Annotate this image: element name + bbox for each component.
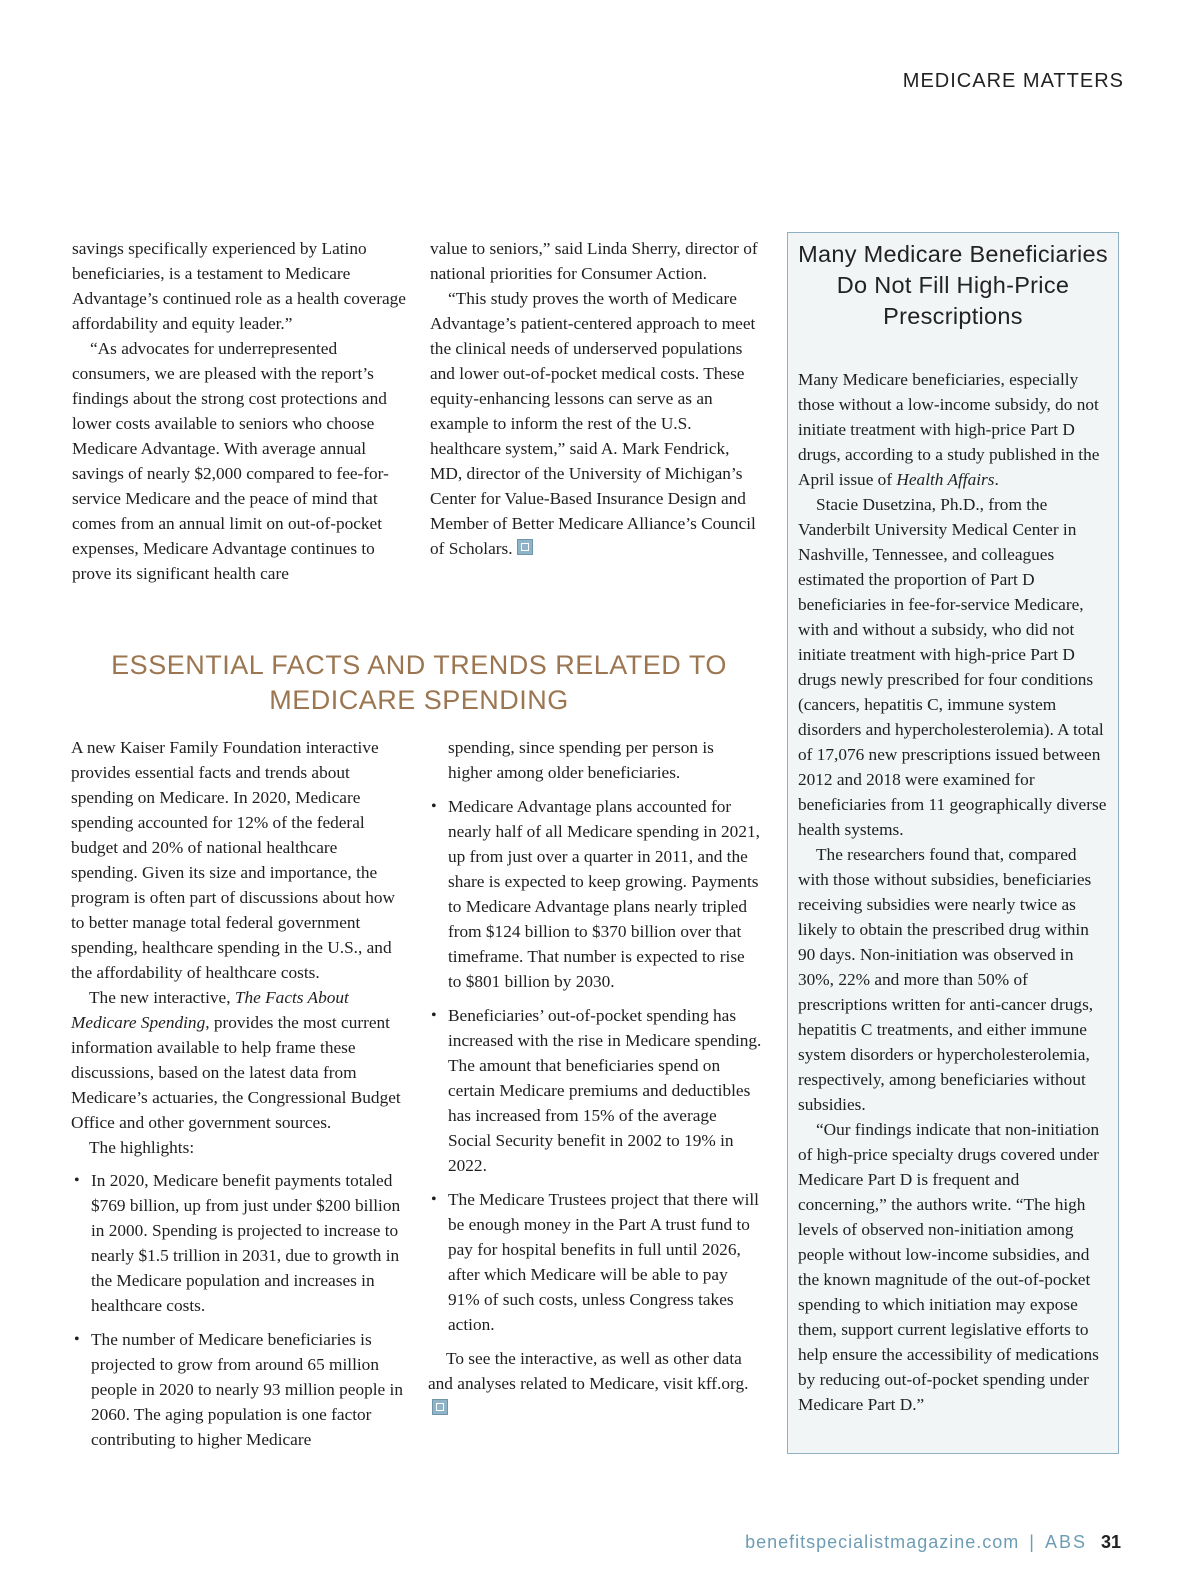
end-of-article-icon: [517, 539, 533, 555]
end-of-article-icon: [432, 1399, 448, 1415]
sidebar-text: Many Medicare beneficiaries, especially those without a low-income subsidy, do not initiate treatment with high-price Part D drugs, according to a study published in the April issue of: [798, 370, 1100, 489]
article1-paragraph-text: “This study proves the worth of Medicare Advantage’s patient-centered approach to meet the clinical needs of underserved populations and lower out-of-pocket medical costs. These equity-enhancing lessons can serve as an example to inform the rest of the U.S. healthcare system,” said A. Mark Fendrick, MD, director of the University of Michigan’s Center for Value-Based Insurance Design and Member of Better Medicare Alliance’s Council of Scholars.: [430, 289, 756, 558]
sidebar-box: [787, 232, 1119, 1454]
section-label: MEDICARE MATTERS: [902, 70, 1124, 92]
article2-column-left: [71, 735, 407, 1461]
sidebar-body: [798, 367, 1110, 1417]
article1-column-middle: [430, 236, 762, 561]
highlight-bullet: • In 2020, Medicare benefit payments totaled $769 billion, up from just under $200 billion in 2000. Spending is projected to increase to nearly $1.5 trillion in 2031, due to growth in the Medicare population and increases in healthcare costs.: [71, 1168, 407, 1318]
footer-publication: ABS: [1044, 1532, 1087, 1552]
page-footer: [745, 1532, 1121, 1553]
sidebar-paragraph: The researchers found that, compared with those without subsidies, beneficiaries receiving subsidies were nearly twice as likely to obtain the prescribed drug within 90 days. Non-initiation was observed in 30%, 22% and more than 50% of prescriptions written for anti-cancer drugs, hepatitis C treatments, and either immune system disorders or hypercholesterolemia, respectively, among beneficiaries without subsidies.: [798, 845, 1094, 1114]
highlights-list: [71, 1168, 407, 1452]
bullet-continuation: spending, since spending per person is higher among older beneficiaries.: [448, 738, 714, 782]
article2-heading: ESSENTIAL FACTS AND TRENDS RELATED TO MEDICARE SPENDING: [111, 650, 727, 715]
article1-paragraph: savings specifically experienced by Latino beneficiaries, is a testament to Medicare Advantage’s continued role as a health coverage affordability and equity leader.”: [72, 239, 406, 333]
article1-paragraph: “As advocates for underrepresented consumers, we are pleased with the report’s findings about the strong cost protections and lower costs available to seniors who choose Medicare Advantage. With average annual savings of nearly $2,000 compared to fee-for-service Medicare and the peace of mind that comes from an annual limit on out-of-pocket expenses, Medicare Advantage continues to prove its significant health care: [72, 339, 389, 583]
sidebar-paragraph: “Our findings indicate that non-initiation of high-price specialty drugs covered under Medicare Part D is frequent and concerning,” the authors write. “The high levels of observed non-initiation among people without low-income subsidies, and the known magnitude of the out-of-pocket spending to which initiation may expose them, support current legislative efforts to help ensure the accessibility of medications by reducing out-of-pocket spending under Medicare Part D.”: [798, 1120, 1100, 1414]
highlights-label: The highlights:: [89, 1138, 195, 1157]
article1-paragraph: value to seniors,” said Linda Sherry, director of national priorities for Consumer Action.: [430, 239, 758, 283]
article2-closing: [428, 1346, 762, 1421]
article1-column-left: [72, 236, 408, 586]
journal-title: Health Affairs: [896, 470, 995, 489]
highlight-bullet: • Medicare Advantage plans accounted for nearly half of all Medicare spending in 2021, up from just over a quarter in 2011, and the share is expected to keep growing. Payments to Medicare Advantage plans nearly tripled from $124 billion to $370 billion over that timeframe. That number is expected to rise to $801 billion by 2030.: [428, 794, 762, 994]
highlight-bullet: • The number of Medicare beneficiaries is projected to grow from around 65 million people in 2020 to nearly 93 million people in 2060. The aging population is one factor contributing to higher Medicare: [71, 1327, 407, 1452]
article2-text: The new interactive,: [89, 988, 235, 1007]
footer-website: benefitspecialistmagazine.com: [745, 1532, 1020, 1552]
highlight-bullet: • Beneficiaries’ out-of-pocket spending has increased with the rise in Medicare spending. The amount that beneficiaries spend on certain Medicare premiums and deductibles has increased from 15% of the average Social Security benefit in 2002 to 19% in 2022.: [428, 1003, 762, 1178]
article1-paragraph: [430, 286, 762, 561]
article2-closing-text: To see the interactive, as well as other data and analyses related to Medicare, visit kff.org.: [428, 1349, 749, 1393]
article2-text: , provides the most current information available to help frame these discussions, based on the latest data from Medicare’s actuaries, the Congressional Budget Office and other government sources.: [71, 1013, 401, 1132]
sidebar-paragraph: Stacie Dusetzina, Ph.D., from the Vanderbilt University Medical Center in Nashville, Tennessee, and colleagues estimated the proportion of Part D beneficiaries in fee-for-service Medicare, with and without a subsidy, who did not initiate treatment with high-price Part D drugs newly prescribed for four conditions (cancers, hepatitis C, immune system disorders and hypercholesterolemia). A total of 17,076 new prescriptions issued between 2012 and 2018 were examined for beneficiaries from 11 geographically diverse health systems.: [798, 495, 1107, 839]
sidebar-text: .: [994, 470, 999, 489]
article2-column-middle: [428, 735, 762, 1421]
article2-paragraph: [71, 985, 407, 1135]
footer-separator: |: [1029, 1532, 1035, 1552]
interactive-title: The Facts About Medicare Spending: [71, 988, 349, 1032]
highlight-bullet: • The Medicare Trustees project that there will be enough money in the Part A trust fund to pay for hospital benefits in full until 2026, after which Medicare will be able to pay 91% of such costs, unless Congress takes action.: [428, 1187, 762, 1337]
article2-intro: A new Kaiser Family Foundation interactive provides essential facts and trends about spending on Medicare. In 2020, Medicare spending accounted for 12% of the federal budget and 20% of national healthcare spending. Given its size and importance, the program is often part of discussions about how to better manage total federal government spending, healthcare spending in the U.S., and the affordability of healthcare costs.: [71, 738, 395, 982]
sidebar-paragraph: [798, 367, 1110, 492]
highlights-list-continued: [428, 794, 762, 1337]
sidebar-title: Many Medicare Beneficiaries Do Not Fill High-Price Prescriptions: [798, 241, 1108, 329]
page-number: 31: [1100, 1532, 1121, 1552]
